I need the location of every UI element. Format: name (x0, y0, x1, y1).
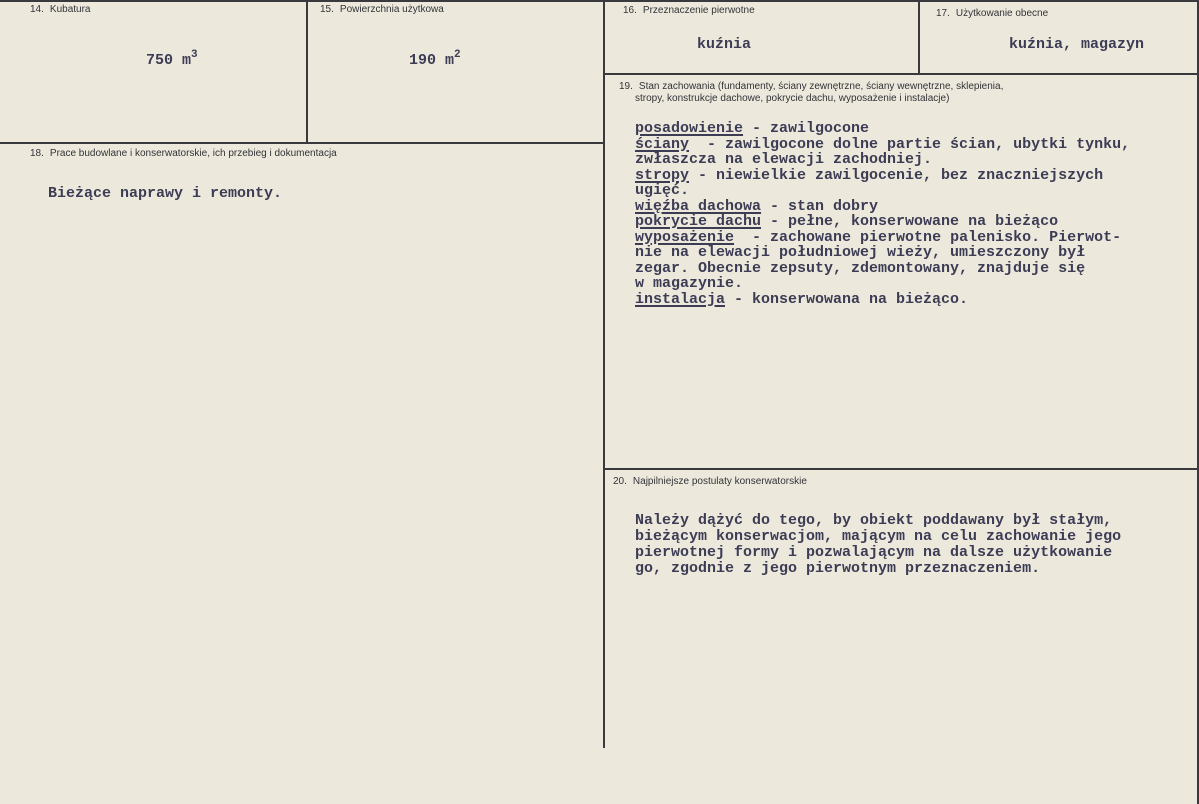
divider-row-14-18 (0, 142, 604, 144)
field-16-label: 16. Przeznaczenie pierwotne (623, 5, 755, 16)
field-20-text (635, 513, 1121, 577)
entry-wiezba: więźba dachowa - stan dobry (635, 197, 879, 215)
entry-instalacja: instalacja - konserwowana na bieżąco. (635, 290, 969, 308)
postulate-line-2: bieżącym konserwacjom, mającym na celu zachowanie jego (635, 528, 1122, 545)
top-border (0, 0, 1199, 2)
field-17-value: kuźnia, magazyn (1009, 36, 1145, 53)
field-18-label: 18. Prace budowlane i konserwatorskie, ich przebieg i dokumentacja (30, 148, 337, 159)
postulate-line-4: go, zgodnie z jego pierwotnym przeznaczeniem. (635, 560, 1041, 577)
entry-pokrycie: pokrycie dachu - pełne, konserwowane na bieżąco (635, 213, 1059, 230)
entry-posadowienie: posadowienie - zawilgocone (635, 120, 870, 137)
field-16-value: kuźnia (697, 36, 752, 53)
postulate-line-1: Należy dążyć do tego, by obiekt poddawany był stałym, (635, 512, 1113, 529)
entry-sciany: ściany - zawilgocone dolne partie ścian, ubytki tynku, (635, 135, 1131, 153)
field-15-value: 190 $m^2$ (409, 49, 461, 69)
entry-wyposazenie-cont-2: zegar. Obecnie zepsuty, zdemontowany, znajduje się (635, 259, 1086, 277)
entry-stropy: stropy - niewielkie zawilgocenie, bez znaczniejszych (635, 166, 1104, 184)
field-19-text (635, 121, 1130, 307)
field-14-value: 750 $m^3$ (146, 49, 198, 69)
postulate-line-3: pierwotnej formy i pozwalającym na dalsze użytkowanie (635, 544, 1113, 561)
entry-wyposazenie-cont-1: nie na elewacji południowej wieży, umieszczony był (635, 244, 1086, 261)
divider-16-17 (918, 0, 920, 74)
field-17-label: 17. Użytkowanie obecne (936, 8, 1049, 19)
divider-row-16-19 (604, 73, 1199, 75)
field-15-label: 15. Powierzchnia użytkowa (320, 4, 444, 15)
divider-row-19-20 (604, 468, 1199, 470)
entry-wyposazenie-cont-3: w magazynie. (635, 275, 744, 292)
entry-stropy-cont: ugięć. (635, 182, 690, 199)
divider-left-right (603, 0, 605, 748)
entry-wyposazenie: wyposażenie - zachowane pierwotne palenisko. Pierwot- (635, 228, 1122, 246)
field-20-label: 20. Najpilniejsze postulaty konserwatorskie (613, 476, 807, 487)
field-19-label: 19. Stan zachowania (fundamenty, ściany zewnętrzne, ściany wewnętrzne, sklepienia, stropy, konstrukcje dachowe, pokrycie dachu, wyposażenie i instalacje) (619, 81, 1004, 104)
entry-sciany-cont: zwłaszcza na elewacji zachodniej. (635, 151, 933, 168)
field-14-label: 14. Kubatura (30, 4, 91, 15)
field-18-value: Bieżące naprawy i remonty. (48, 185, 283, 202)
divider-14-15 (306, 0, 308, 142)
